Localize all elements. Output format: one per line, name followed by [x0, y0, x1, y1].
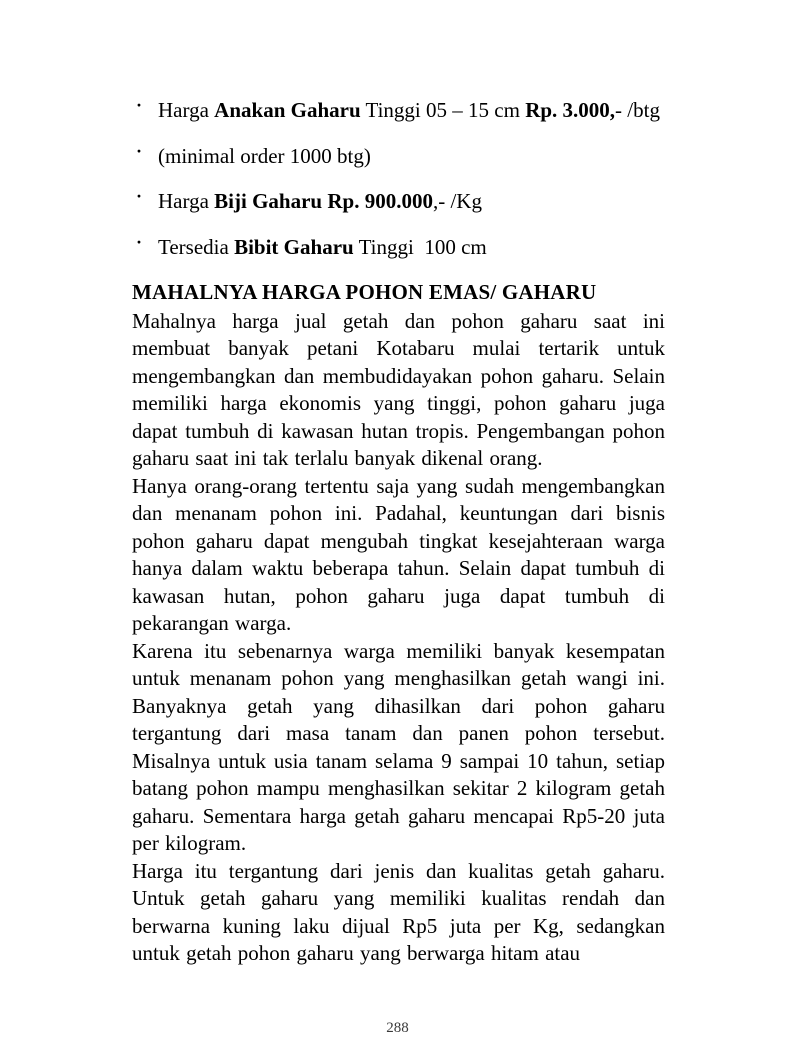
bullet-text-bold: Anakan Gaharu — [214, 98, 361, 122]
bullet-item — [132, 140, 665, 171]
bullet-icon: · — [136, 95, 143, 115]
bullet-text-bold: Bibit Gaharu — [234, 234, 354, 259]
body-paragraph: Mahalnya harga jual getah dan pohon gaharu saat ini membuat banyak petani Kotabaru mulai tertarik untuk mengembangkan dan membudidayakan pohon gaharu. Selain memiliki harga ekonomis yang tinggi, pohon gaharu juga dapat tumbuh di kawasan hutan tropis. Pengembangan pohon gaharu saat ini tak terlalu banyak dikenal orang. — [132, 308, 665, 470]
bullet-text-bold: Rp. 3.000, — [525, 98, 616, 122]
bullet-icon: · — [136, 186, 143, 206]
bullet-item — [132, 231, 665, 262]
bullet-text: - /btg — [615, 98, 660, 122]
page-number: 288 — [386, 1020, 409, 1036]
body-paragraph: Harga itu tergantung dari jenis dan kualitas getah gaharu. Untuk getah gaharu yang memiliki kualitas rendah dan berwarna kuning laku dijual Rp5 juta per Kg, sedangkan untuk getah pohon gaharu yang berwarga hitam atau — [132, 858, 665, 965]
bullet-text: Tinggi 100 cm — [353, 234, 487, 259]
bullet-text: (minimal order 1000 btg) — [158, 143, 371, 168]
bullet-text: Tinggi 05 – 15 cm — [360, 98, 526, 122]
bullet-list — [132, 97, 665, 261]
bullet-text-bold: Biji Gaharu Rp. 900.000 — [214, 189, 433, 213]
bullet-item — [132, 97, 665, 125]
bullet-icon: · — [136, 140, 143, 161]
body-paragraph: Karena itu sebenarnya warga memiliki banyak kesempatan untuk menanam pohon yang menghasilkan getah wangi ini. Banyaknya getah yang dihasilkan dari pohon gaharu tergantung dari masa tanam dan panen pohon tersebut. Misalnya untuk usia tanam selama 9 sampai 10 tahun, setiap batang pohon mampu menghasilkan sekitar 2 kilogram getah gaharu. Sementara harga getah gaharu mencapai Rp5-20 juta per kilogram. — [132, 638, 665, 855]
body-paragraph: Hanya orang-orang tertentu saja yang sudah mengembangkan dan menanam pohon ini. Padahal, keuntungan dari bisnis pohon gaharu dapat mengubah tingkat kesejahteraan warga hanya dalam waktu beberapa tahun. Selain dapat tumbuh di kawasan hutan, pohon gaharu juga dapat tumbuh di pekarangan warga. — [132, 473, 665, 635]
content-area — [132, 97, 665, 968]
bullet-text: Tersedia — [158, 234, 235, 259]
bullet-icon: · — [136, 231, 143, 252]
bullet-text: Harga — [158, 98, 215, 122]
bullet-text: ,- /Kg — [432, 189, 482, 213]
bullet-item — [132, 188, 665, 216]
bullet-text: Harga — [158, 189, 215, 213]
section-heading: MAHALNYA HARGA POHON EMAS/ GAHARU — [132, 280, 597, 304]
